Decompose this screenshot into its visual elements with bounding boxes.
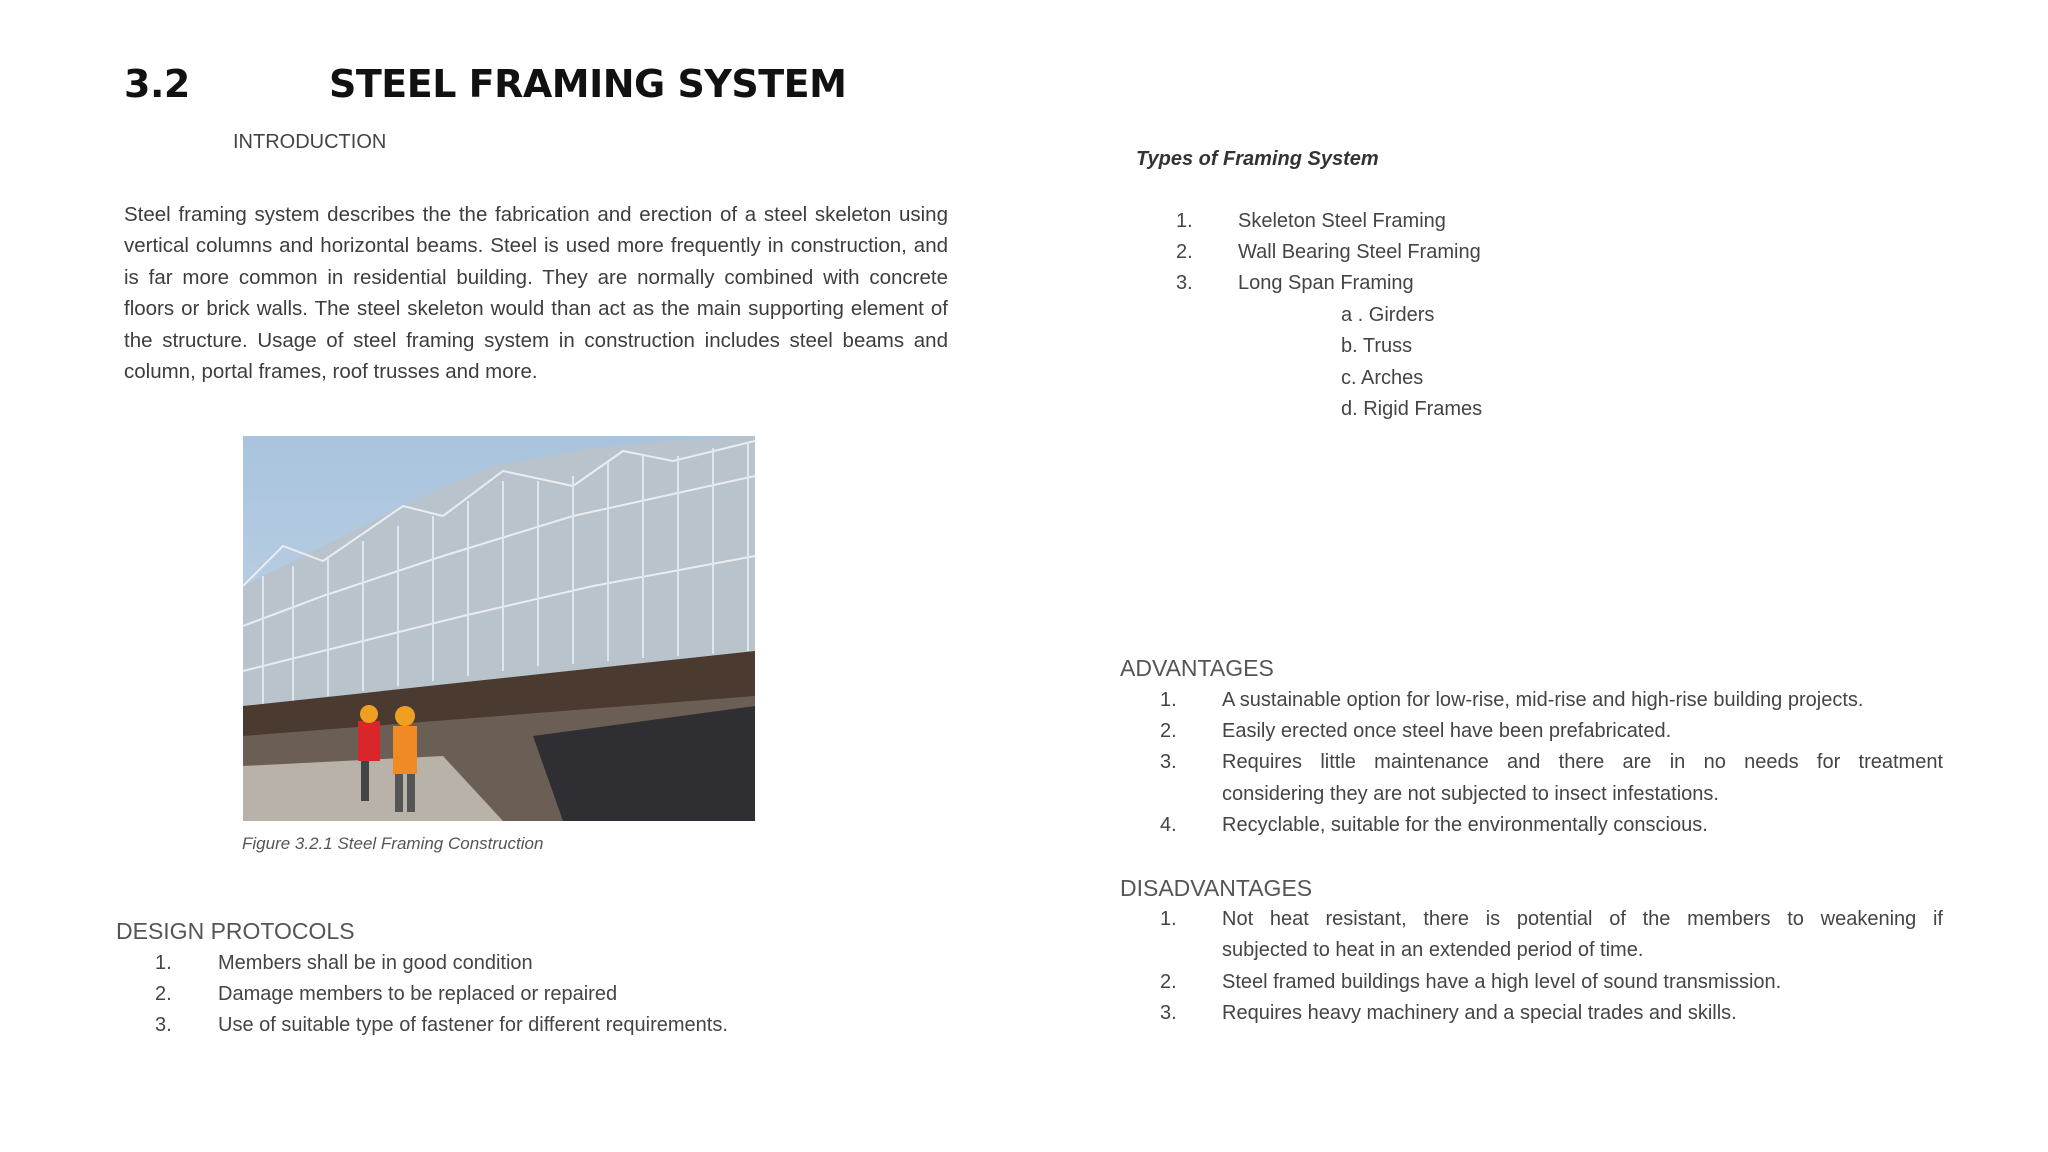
list-number: 3. [1160,751,1177,773]
list-number: 4. [1160,814,1177,836]
list-text-continued: subjected to heat in an extended period of time. [1222,939,1644,961]
list-item [1160,814,1708,837]
advantages-heading: ADVANTAGES [1120,655,1274,681]
list-text: Use of suitable type of fastener for different requirements. [218,1014,728,1036]
sub-item: a . Girders [1341,304,1435,326]
intro-paragraph: Steel framing system describes the the fabrication and erection of a steel skeleton using vertical columns and horizontal beams. Steel is used more frequently in construction, and is far more common in residential building. They are normally combined with concrete floors or brick walls. The steel skeleton would than act as the main supporting element of the structure. Usage of steel framing system in construction includes steel beams and column, portal frames, roof trusses and more. [124,203,948,384]
design-protocols-heading: DESIGN PROTOCOLS [116,918,355,944]
list-number: 1. [1176,210,1193,232]
list-item [155,1014,728,1037]
list-number: 2. [1160,720,1177,742]
list-item [1160,751,1943,774]
list-text: Recyclable, suitable for the environmentally conscious. [1222,814,1708,836]
sub-item: d. Rigid Frames [1341,398,1483,420]
list-item [1176,210,1446,233]
list-number: 2. [155,983,172,1005]
list-text: A sustainable option for low-rise, mid-rise and high-rise building projects. [1222,689,1864,711]
page-title: STEEL FRAMING SYSTEM [329,62,847,106]
list-text: Steel framed buildings have a high level of sound transmission. [1222,971,1782,993]
types-heading: Types of Framing System [1136,148,1379,170]
list-item [155,983,618,1006]
sub-item: c. Arches [1341,367,1424,389]
list-item [1160,908,1943,931]
list-text: Damage members to be replaced or repaired [218,983,618,1005]
list-text-continued: considering they are not subjected to insect infestations. [1222,783,1719,805]
list-text: Skeleton Steel Framing [1238,210,1446,232]
list-item [1160,689,1864,712]
list-number: 3. [1176,272,1193,294]
list-number: 2. [1160,971,1177,993]
list-item [1160,1002,1737,1025]
list-text: Not heat resistant, there is potential of the members to weakening if [1222,908,1943,930]
list-number: 3. [155,1014,172,1036]
list-number: 2. [1176,241,1193,263]
list-item [1160,971,1782,994]
list-text: Easily erected once steel have been prefabricated. [1222,720,1672,742]
list-item [155,952,533,975]
sub-item: b. Truss [1341,335,1413,357]
list-number: 3. [1160,1002,1177,1024]
list-item [1160,720,1672,743]
list-item [1176,272,1414,295]
list-number: 1. [1160,908,1177,930]
list-number: 1. [1160,689,1177,711]
steel-framing-photo [243,436,755,821]
list-text: Requires little maintenance and there are in no needs for treatment [1222,751,1943,773]
disadvantages-heading: DISADVANTAGES [1120,875,1313,901]
list-item [1176,241,1481,264]
list-text: Requires heavy machinery and a special trades and skills. [1222,1002,1737,1024]
list-text: Long Span Framing [1238,272,1414,294]
list-text: Members shall be in good condition [218,952,533,974]
list-number: 1. [155,952,172,974]
subtitle: INTRODUCTION [233,131,387,153]
figure-caption: Figure 3.2.1 Steel Framing Construction [242,834,544,853]
section-number: 3.2 [124,62,190,106]
list-text: Wall Bearing Steel Framing [1238,241,1481,263]
